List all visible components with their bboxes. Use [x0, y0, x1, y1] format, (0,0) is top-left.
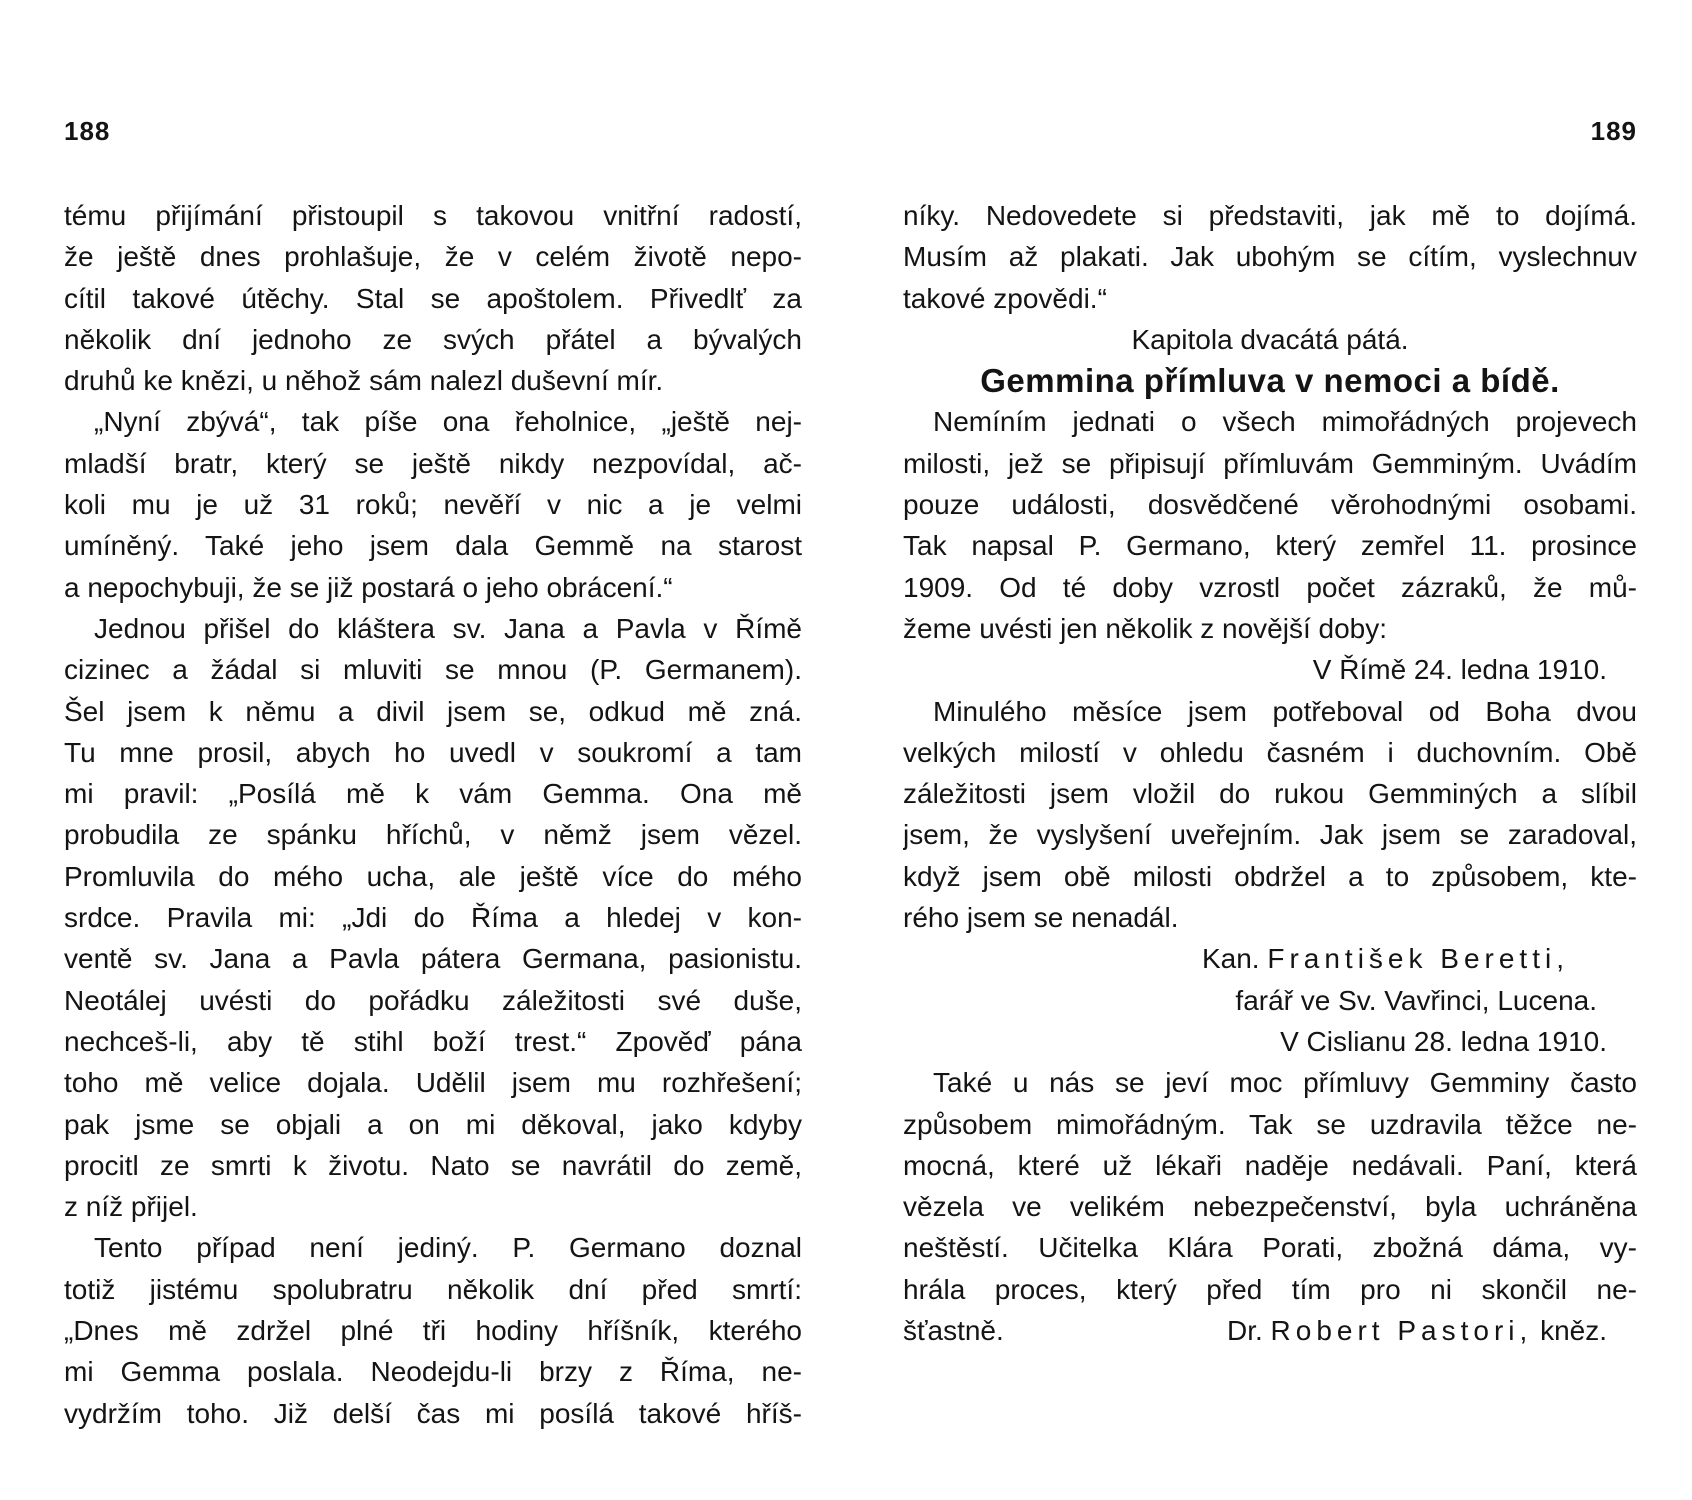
text-line: probudila ze spánku hříchů, v němž jsem vězel. — [64, 819, 802, 851]
text-line: totiž jistému spolubratru několik dní před smrtí: — [64, 1273, 802, 1305]
text-line: Tak napsal P. Germano, který zemřel 11. prosince — [903, 530, 1637, 562]
signature-role: farář ve Sv. Vavřinci, Lucena. — [1235, 984, 1597, 1016]
letter-signature — [903, 938, 1637, 979]
text-line: pak jsme se objali a on mi děkoval, jako kdyby — [64, 1108, 802, 1140]
page-number: 189 — [1590, 116, 1637, 146]
text-line: cítil takové útěchy. Stal se apoštolem. Přivedlť za — [64, 282, 802, 314]
text-line: že ještě dnes prohlašuje, že v celém životě nepo- — [64, 241, 802, 273]
text-line: srdce. Pravila mi: „Jdi do Říma a hledej v kon- — [64, 902, 802, 934]
text-line: mi Gemma poslala. Neodejdu-li brzy z Říma, ne- — [64, 1356, 802, 1388]
text-line: 1909. Od té doby vzrostl počet zázraků, že mů- — [903, 571, 1637, 603]
left-page-text — [64, 195, 802, 1434]
text-line: „Nyní zbývá“, tak píše ona řeholnice, „ještě nej- — [94, 406, 802, 438]
letter-place-date: V Římě 24. ledna 1910. — [1312, 654, 1607, 686]
text-line: žeme uvésti jen několik z novější doby: — [903, 612, 1388, 644]
text-line: pouze události, dosvědčené věrohodnými osobami. — [903, 489, 1637, 521]
text-line: způsobem mimořádným. Tak se uzdravila těžce ne- — [903, 1108, 1637, 1140]
text-line: záležitosti jsem vložil do rukou Gemminých a slíbil — [903, 778, 1637, 810]
text-line: jsem, že vyslyšení uveřejním. Jak jsem se zaradoval, — [903, 819, 1637, 851]
text-line — [903, 1310, 1637, 1351]
signature-name: František Beretti, — [1267, 943, 1569, 975]
text-line: hrála proces, který před tím pro ni skončil ne- — [903, 1273, 1637, 1305]
text-line: a nepochybuji, že se již postará o jeho obrácení.“ — [64, 571, 673, 603]
text-line: procitl ze smrti k životu. Nato se navrátil do země, — [64, 1149, 802, 1181]
text-line: takové zpovědi.“ — [903, 282, 1107, 314]
text-line: mi pravil: „Posílá mě k vám Gemma. Ona mě — [64, 778, 802, 810]
text-line: Tu mne prosil, abych ho uvedl v soukromí a tam — [64, 736, 802, 768]
chapter-label: Kapitola dvacátá pátá. — [1131, 323, 1409, 355]
text-line: neštěstí. Učitelka Klára Porati, zbožná dáma, vy- — [903, 1232, 1637, 1264]
text-line: Šel jsem k němu a divil jsem se, odkud mě zná. — [64, 695, 802, 727]
text-line: vězela ve velikém nebezpečenství, byla uchráněna — [903, 1191, 1637, 1223]
text-line: ventě sv. Jana a Pavla pátera Germana, pasionistu. — [64, 943, 802, 975]
page-number: 188 — [64, 116, 111, 146]
text-line: Neotálej uvésti do pořádku záležitosti své duše, — [64, 984, 802, 1016]
text-line: toho mě velice dojala. Udělil jsem mu rozhřešení; — [64, 1067, 802, 1099]
text-line: umíněný. Také jeho jsem dala Gemmě na starost — [64, 530, 802, 562]
text-line: „Dnes mě zdržel plné tři hodiny hříšník, kterého — [64, 1315, 802, 1347]
letter-place-date: V Cislianu 28. ledna 1910. — [1280, 1025, 1607, 1057]
text-line: níky. Nedovedete si představiti, jak mě to dojímá. — [903, 200, 1637, 231]
text-line: velkých milostí v ohledu časném i duchovním. Obě — [903, 736, 1637, 768]
text-line: několik dní jednoho ze svých přátel a bývalých — [64, 323, 802, 355]
text-line: nechceš-li, aby tě stihl boží trest.“ Zpověď pána — [64, 1025, 802, 1057]
text-line: když jsem obě milosti obdržel a to způsobem, kte- — [903, 860, 1637, 892]
signature-title: Dr. — [1226, 1315, 1263, 1347]
text-line: rého jsem se nenadál. — [903, 902, 1179, 934]
chapter-title: Gemmina přímluva v nemoci a bídě. — [980, 362, 1560, 400]
text-line: z níž přijel. — [64, 1191, 198, 1223]
text-line: vydržím toho. Již delší čas mi posílá takové hříš- — [64, 1397, 802, 1429]
text-line: cizinec a žádal si mluviti se mnou (P. Germanem). — [64, 654, 802, 686]
text-line: druhů ke knězi, u něhož sám nalezl duševní mír. — [64, 365, 664, 397]
text-line: Jednou přišel do kláštera sv. Jana a Pavla v Římě — [94, 612, 802, 644]
letter-signature — [1227, 1310, 1637, 1351]
last-word: šťastně. — [903, 1315, 1004, 1347]
text-line: mocná, které už lékaři naděje nedávali. Paní, která — [903, 1149, 1637, 1181]
text-line: Nemíním jednati o všech mimořádných projevech — [933, 406, 1637, 438]
text-line: Promluvila do mého ucha, ale ještě více do mého — [64, 860, 802, 892]
text-line: Musím až plakati. Jak ubohým se cítím, vyslechnuv — [903, 241, 1637, 273]
text-line: Také u nás se jeví moc přímluvy Gemminy často — [933, 1067, 1637, 1099]
text-line: Tento případ není jediný. P. Germano doznal — [94, 1232, 802, 1264]
signature-name: Robert Pastori, — [1270, 1315, 1533, 1347]
text-line: koli mu je už 31 roků; nevěří v nic a je velmi — [64, 489, 802, 521]
text-line: Minulého měsíce jsem potřeboval od Boha dvou — [933, 695, 1637, 727]
signature-role: kněz. — [1540, 1315, 1607, 1347]
right-page-text — [903, 195, 1637, 1351]
signature-title: Kan. — [1201, 943, 1260, 975]
text-line: mladší bratr, který se ještě nikdy nezpovídal, ač- — [64, 447, 802, 479]
text-line: milosti, jež se připisují přímluvám Gemminým. Uvádím — [903, 447, 1637, 479]
text-line: tému přijímání přistoupil s takovou vnitřní radostí, — [64, 200, 802, 231]
